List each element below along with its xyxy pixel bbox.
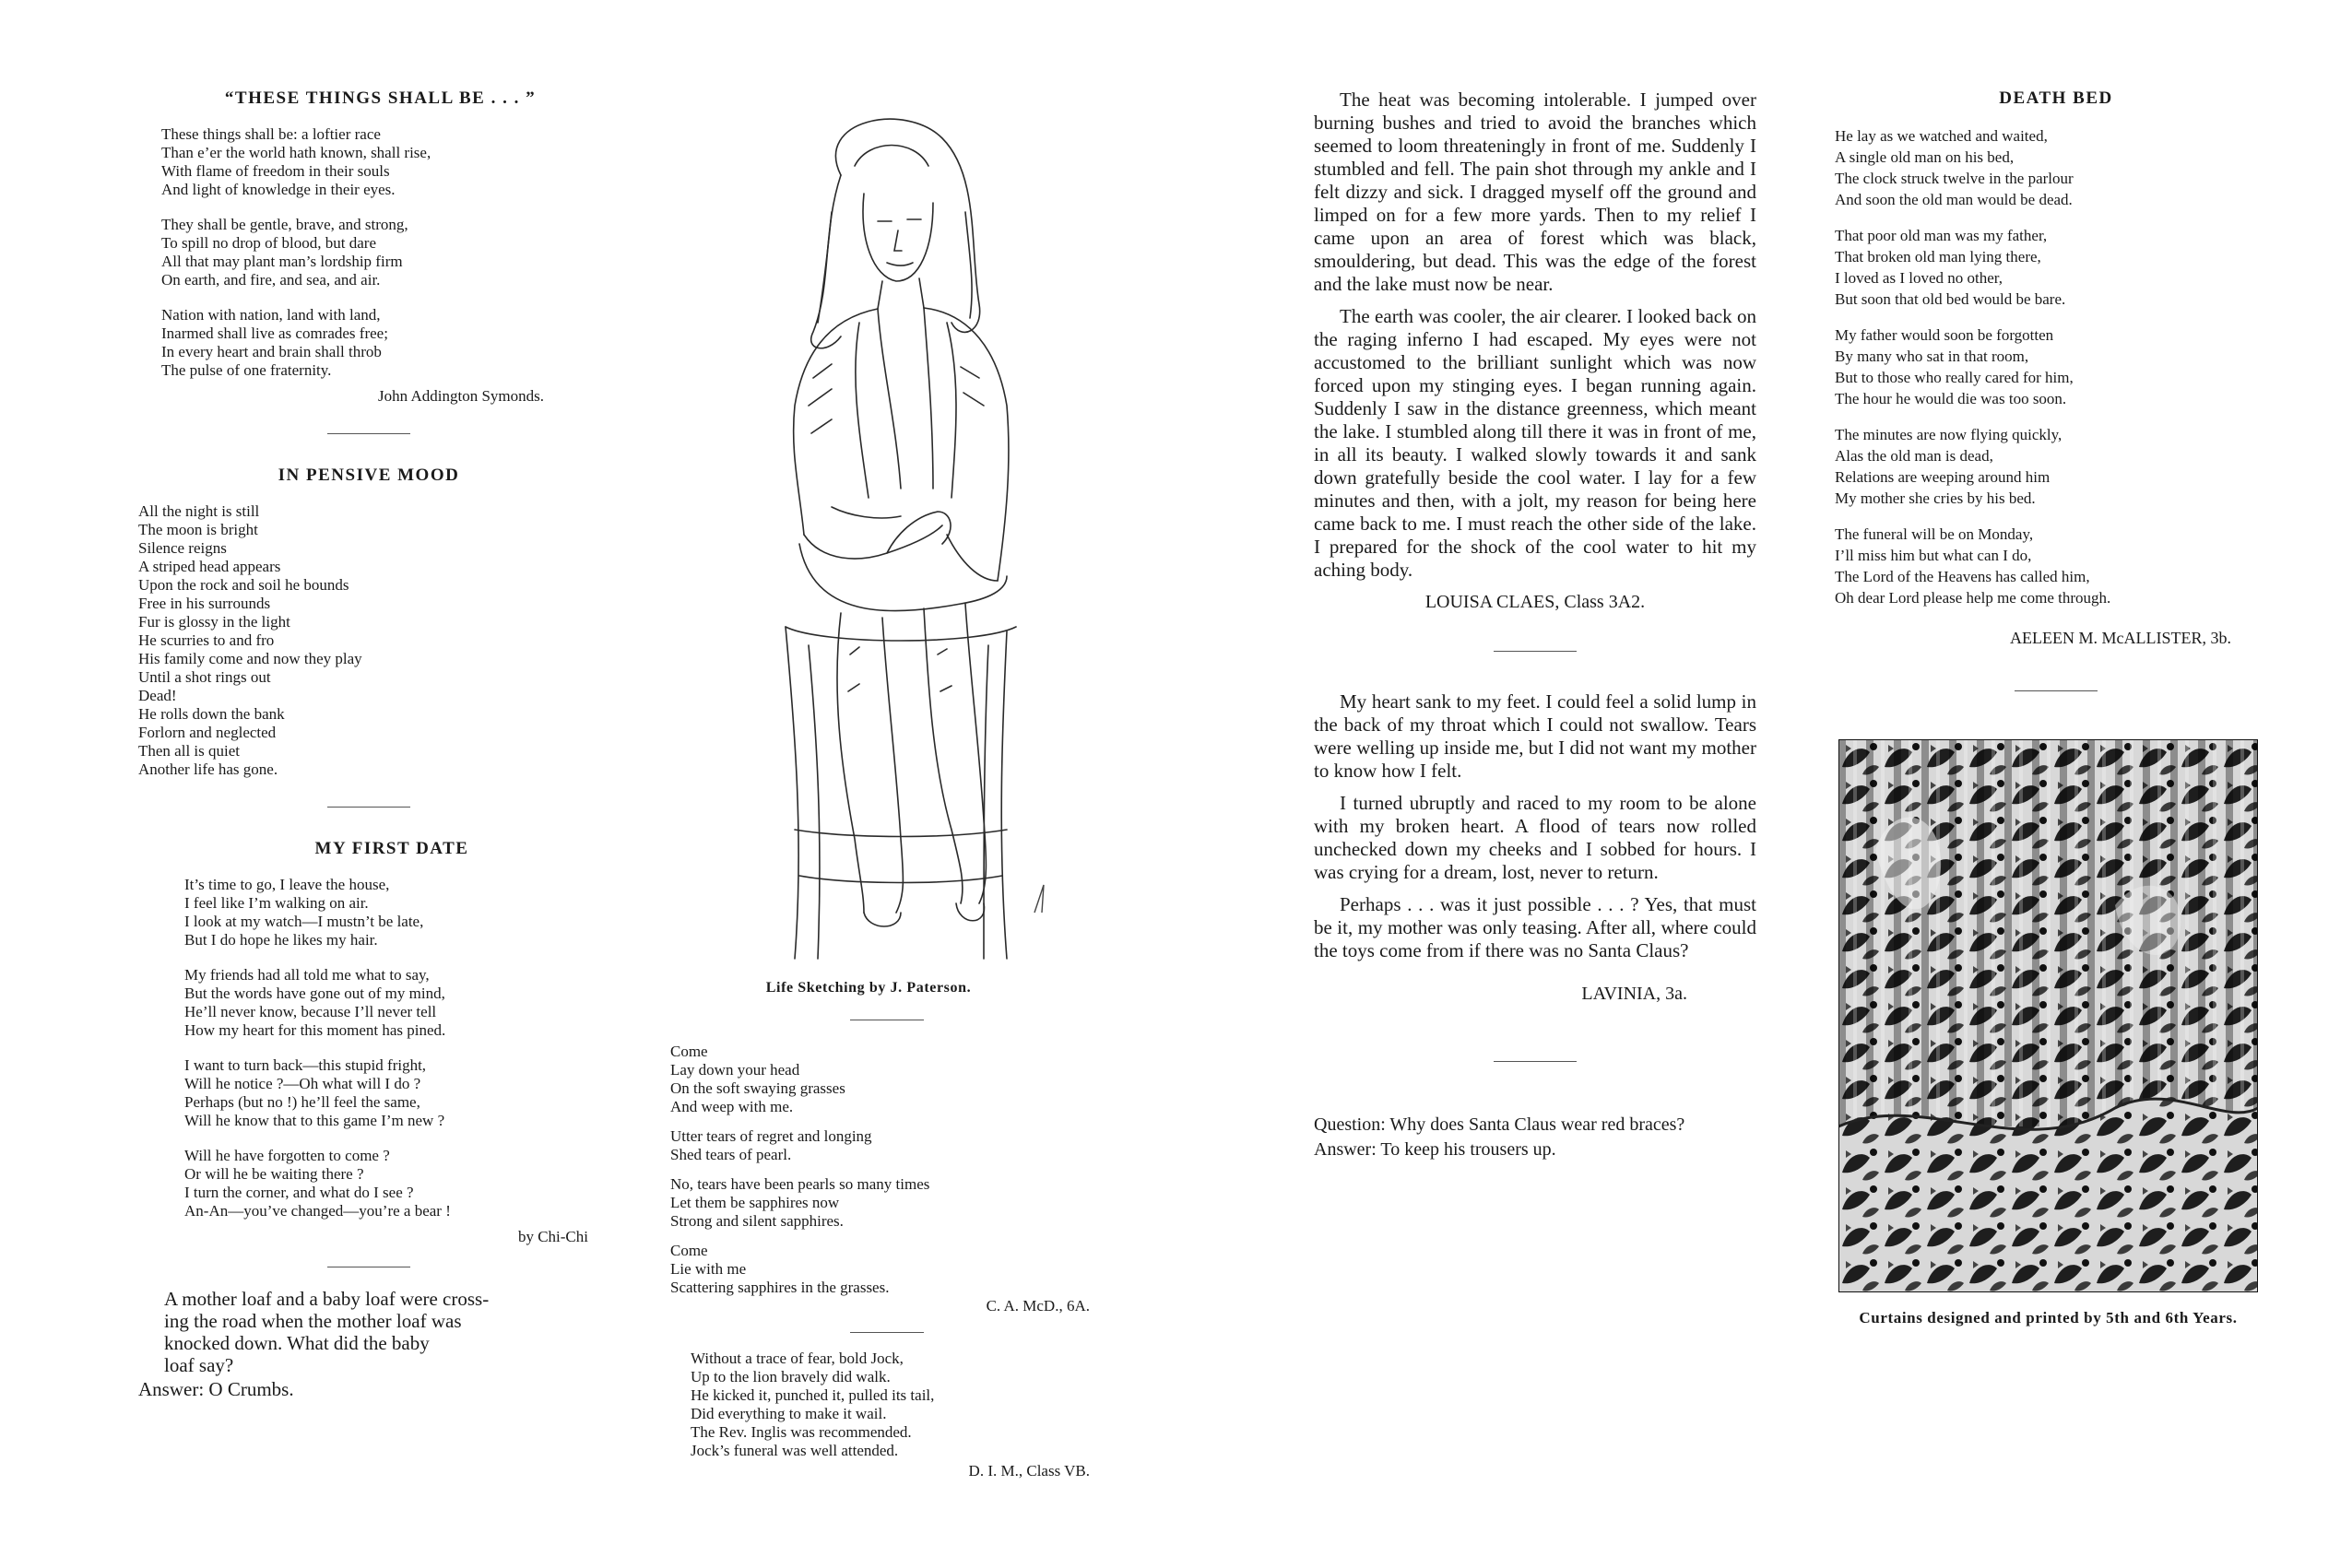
left-column-1 [138,88,599,1400]
poem-line: Than e’er the world hath known, shall rise, [161,144,431,161]
joke-answer: Answer: O Crumbs. [138,1378,294,1400]
poem-line: To spill no drop of blood, but dare [161,234,377,252]
poem-line: Lie with me [670,1260,747,1278]
poem-line: He lay as we watched and waited, [1835,127,2048,145]
story-paragraph: Perhaps . . . was it just possible . . . ? Yes, that must be it, my mother was only teasing. After all, where could the toys come from if there was no Santa Claus? [1314,893,1756,961]
poem-line: Inarmed shall live as comrades free; [161,324,388,342]
poem-line: Come [670,1242,708,1259]
poem-line: But soon that old bed would be bare. [1835,290,2066,308]
poem-line: Without a trace of fear, bold Jock, [691,1350,904,1367]
story-author: LAVINIA, 3a. [1581,984,1687,1004]
poem-line: They shall be gentle, brave, and strong, [161,216,408,233]
stanza [1835,424,2277,509]
poem-line: That broken old man lying there, [1835,248,2041,265]
poem-line: Shed tears of pearl. [670,1146,792,1163]
poem-line: The minutes are now flying quickly, [1835,426,2062,443]
story-santa-claus [1314,690,1756,1006]
joke-line: knocked down. What did the baby [164,1332,430,1354]
stanza [1835,225,2277,310]
joke-line: ing the road when the mother loaf was [164,1310,462,1332]
poem-line: And light of knowledge in their eyes. [161,181,396,198]
poem-body [691,1350,1104,1460]
poem-line: Dead! [138,687,177,704]
poem-line: On earth, and fire, and sea, and air. [161,271,381,289]
poem-line: But I do hope he likes my hair. [184,931,378,949]
poem-title: “THESE THINGS SHALL BE . . . ” [224,88,537,108]
poem-line: Alas the old man is dead, [1835,447,1993,465]
life-sketch-figure [670,101,1104,999]
section-divider [850,1332,924,1333]
stanza [184,1147,599,1220]
poem-sapphires [670,1043,1104,1315]
poem-line: No, tears have been pearls so many times [670,1175,930,1193]
joke-mother-loaf [138,1288,599,1400]
poem-author: C. A. McD., 6A. [986,1297,1090,1315]
poem-line: On the soft swaying grasses [670,1079,845,1097]
life-sketch-drawing [703,101,1053,968]
poem-line: The clock struck twelve in the parlour [1835,170,2074,187]
right-column-2 [1835,88,2277,1331]
poem-line: Nation with nation, land with land, [161,306,381,324]
story-author: LOUISA CLAES, Class 3A2. [1424,592,1646,612]
poem-line: It’s time to go, I leave the house, [184,876,390,893]
poem-line: With flame of freedom in their souls [161,162,390,180]
poem-line: The Lord of the Heavens has called him, [1835,568,2090,585]
poem-line: Will he have forgotten to come ? [184,1147,390,1164]
poem-line: How my heart for this moment has pined. [184,1021,446,1039]
poem-line: My friends had all told me what to say, [184,966,430,984]
poem-line: In every heart and brain shall throb [161,343,382,360]
poem-line: Come [670,1043,708,1060]
stanza [1835,324,2277,409]
poem-line: I look at my watch—I mustn’t be late, [184,913,424,930]
curtains-photo [1838,739,2258,1292]
poem-body [138,502,599,779]
poem-line: He kicked it, punched it, pulled its tail, [691,1386,935,1404]
poem-line: Oh dear Lord please help me come through. [1835,589,2111,607]
stanza [670,1175,1104,1231]
poem-author: D. I. M., Class VB. [968,1462,1090,1480]
poem-author: John Addington Symonds. [378,387,544,405]
poem-line: I’ll miss him but what can I do, [1835,547,2032,564]
poem-line: The funeral will be on Monday, [1835,525,2034,543]
poem-line: Will he notice ?—Oh what will I do ? [184,1075,421,1092]
right-column-1 [1314,88,1756,1161]
poem-line: Forlorn and neglected [138,724,277,741]
stanza [670,1242,1104,1297]
story-paragraph: I turned ubruptly and raced to my room to be alone with my broken heart. A flood of tears now rolled unchecked down my cheeks and I sobbed for hours. I was crying for a dream, lost, never to return. [1314,792,1756,883]
poem-line: And soon the old man would be dead. [1835,191,2073,208]
stanza [1835,524,2277,608]
stanza [161,216,599,289]
stanza [184,1056,599,1130]
poem-line: I turn the corner, and what do I see ? [184,1184,414,1201]
poem-line: A single old man on his bed, [1835,148,2015,166]
poem-line: Up to the lion bravely did walk. [691,1368,891,1385]
poem-title: DEATH BED [1999,88,2113,108]
poem-line: Scattering sapphires in the grasses. [670,1279,890,1296]
poem-line: Utter tears of regret and longing [670,1127,872,1145]
section-divider [327,807,410,808]
joke-answer: Answer: To keep his trousers up. [1314,1139,1556,1160]
poem-line: I loved as I loved no other, [1835,269,2003,287]
poem-line: Free in his surrounds [138,595,271,612]
poem-title: MY FIRST DATE [314,839,469,858]
poem-line: The moon is bright [138,521,258,538]
poem-line: All the night is still [138,502,260,520]
poem-line: Perhaps (but no !) he’ll feel the same, [184,1093,420,1111]
poem-line: I want to turn back—this stupid fright, [184,1056,427,1074]
poem-line: These things shall be: a loftier race [161,125,381,143]
poem-my-first-date [138,839,599,1246]
poem-line: The pulse of one fraternity. [161,361,332,379]
stanza [670,1127,1104,1164]
story-paragraph: The earth was cooler, the air clearer. I looked back on the raging inferno I had escaped. My eyes were not accustomed to the brilliant sunlight which was now forced upon my stinging eyes. I began running again. Suddenly I saw in the distance greenness, which meant the lake. I stumbled along till there it was in front of me, in all its beauty. I walked slowly towards it and sank down gratefully beside the cool water. I lay for a few minutes and then, with a jolt, my reason for being here came back to me. I must reach the other side of the lake. I prepared for the shock of the cool water to hit my aching body. [1314,305,1756,581]
poem-line: He’ll never know, because I’ll never tell [184,1003,437,1020]
poem-line: By many who sat in that room, [1835,348,2029,365]
joke-line: loaf say? [164,1354,234,1376]
left-column-2 [670,101,1104,1480]
poem-line: He rolls down the bank [138,705,285,723]
poem-line: An-An—you’ve changed—you’re a bear ! [184,1202,451,1220]
stanza [184,876,599,949]
poem-body [184,876,599,1220]
section-divider [327,433,410,434]
poem-line: Until a shot rings out [138,668,271,686]
poem-line: Another life has gone. [138,760,278,778]
poem-line: Then all is quiet [138,742,241,760]
story-forest-fire [1314,88,1756,614]
poem-line: He scurries to and fro [138,631,275,649]
poem-line: The hour he would die was too soon. [1835,390,2067,407]
poem-line: But to those who really cared for him, [1835,369,2074,386]
story-paragraph: The heat was becoming intolerable. I jumped over burning bushes and tried to avoid the branches which seemed to loom threateningly in front of me. Suddenly I stumbled and fell. The pain shot through my ankle and I felt dizzy and sick. I dragged myself off the ground and limped on for a few more yards. Then to my relief I came upon an area of forest which was black, smouldering, but dead. This was the edge of the forest and the lake must now be near. [1314,88,1756,295]
poem-line: That poor old man was my father, [1835,227,2048,244]
poem-line: My father would soon be forgotten [1835,326,2054,344]
poem-author: by Chi-Chi [517,1228,588,1245]
poem-line: Did everything to make it wail. [691,1405,887,1422]
poem-line: A striped head appears [138,558,281,575]
poem-line: Upon the rock and soil he bounds [138,576,349,594]
poem-in-pensive-mood [138,466,599,779]
poem-line: Will he know that to this game I’m new ? [184,1112,445,1129]
poem-these-things-shall-be [138,88,599,406]
poem-line: Let them be sapphires now [670,1194,840,1211]
joke-line: A mother loaf and a baby loaf were cross- [164,1288,490,1310]
poem-line: Or will he be waiting there ? [184,1165,364,1183]
left-page [0,0,1171,1568]
poem-bold-jock [670,1350,1104,1480]
poem-body [670,1043,1104,1297]
poem-title: IN PENSIVE MOOD [278,466,460,485]
poem-line: The Rev. Inglis was recommended. [691,1423,912,1441]
poem-line: Strong and silent sapphires. [670,1212,844,1230]
stanza [1835,125,2277,210]
poem-line: His family come and now they play [138,650,362,667]
joke-santa-braces [1314,1114,1756,1161]
section-divider [1494,1061,1577,1062]
stanza [161,125,599,199]
poem-line: Relations are weeping around him [1835,468,2051,486]
curtains-figure [1838,739,2277,1331]
poem-line: I feel like I’m walking on air. [184,894,369,912]
stanza [184,966,599,1040]
poem-line: And weep with me. [670,1098,794,1115]
poem-body [1835,125,2277,608]
sketch-caption: Life Sketching by J. Paterson. [765,980,972,996]
right-page [1282,0,2352,1568]
story-paragraph: My heart sank to my feet. I could feel a solid lump in the back of my throat which I could not swallow. Tears were welling up inside me, but I did not want my mother to know how I felt. [1314,690,1756,782]
stanza [161,306,599,380]
poem-author: AELEEN M. McALLISTER, 3b. [2010,629,2231,647]
poem-death-bed [1835,88,2277,648]
poem-line: Silence reigns [138,539,227,557]
poem-line: All that may plant man’s lordship firm [161,253,403,270]
curtains-caption: Curtains designed and printed by 5th and 6th Years. [1859,1309,2238,1326]
poem-line: My mother she cries by his bed. [1835,489,2036,507]
joke-question [138,1288,599,1376]
poem-line: Lay down your head [670,1061,800,1079]
poem-line: But the words have gone out of my mind, [184,984,445,1002]
joke-question: Question: Why does Santa Claus wear red braces? [1314,1114,1685,1135]
section-divider [1494,651,1577,652]
section-divider [2015,690,2098,691]
stanza [670,1043,1104,1116]
poem-line: Fur is glossy in the light [138,613,290,631]
poem-line: Jock’s funeral was well attended. [691,1442,899,1459]
poem-body [161,125,599,380]
